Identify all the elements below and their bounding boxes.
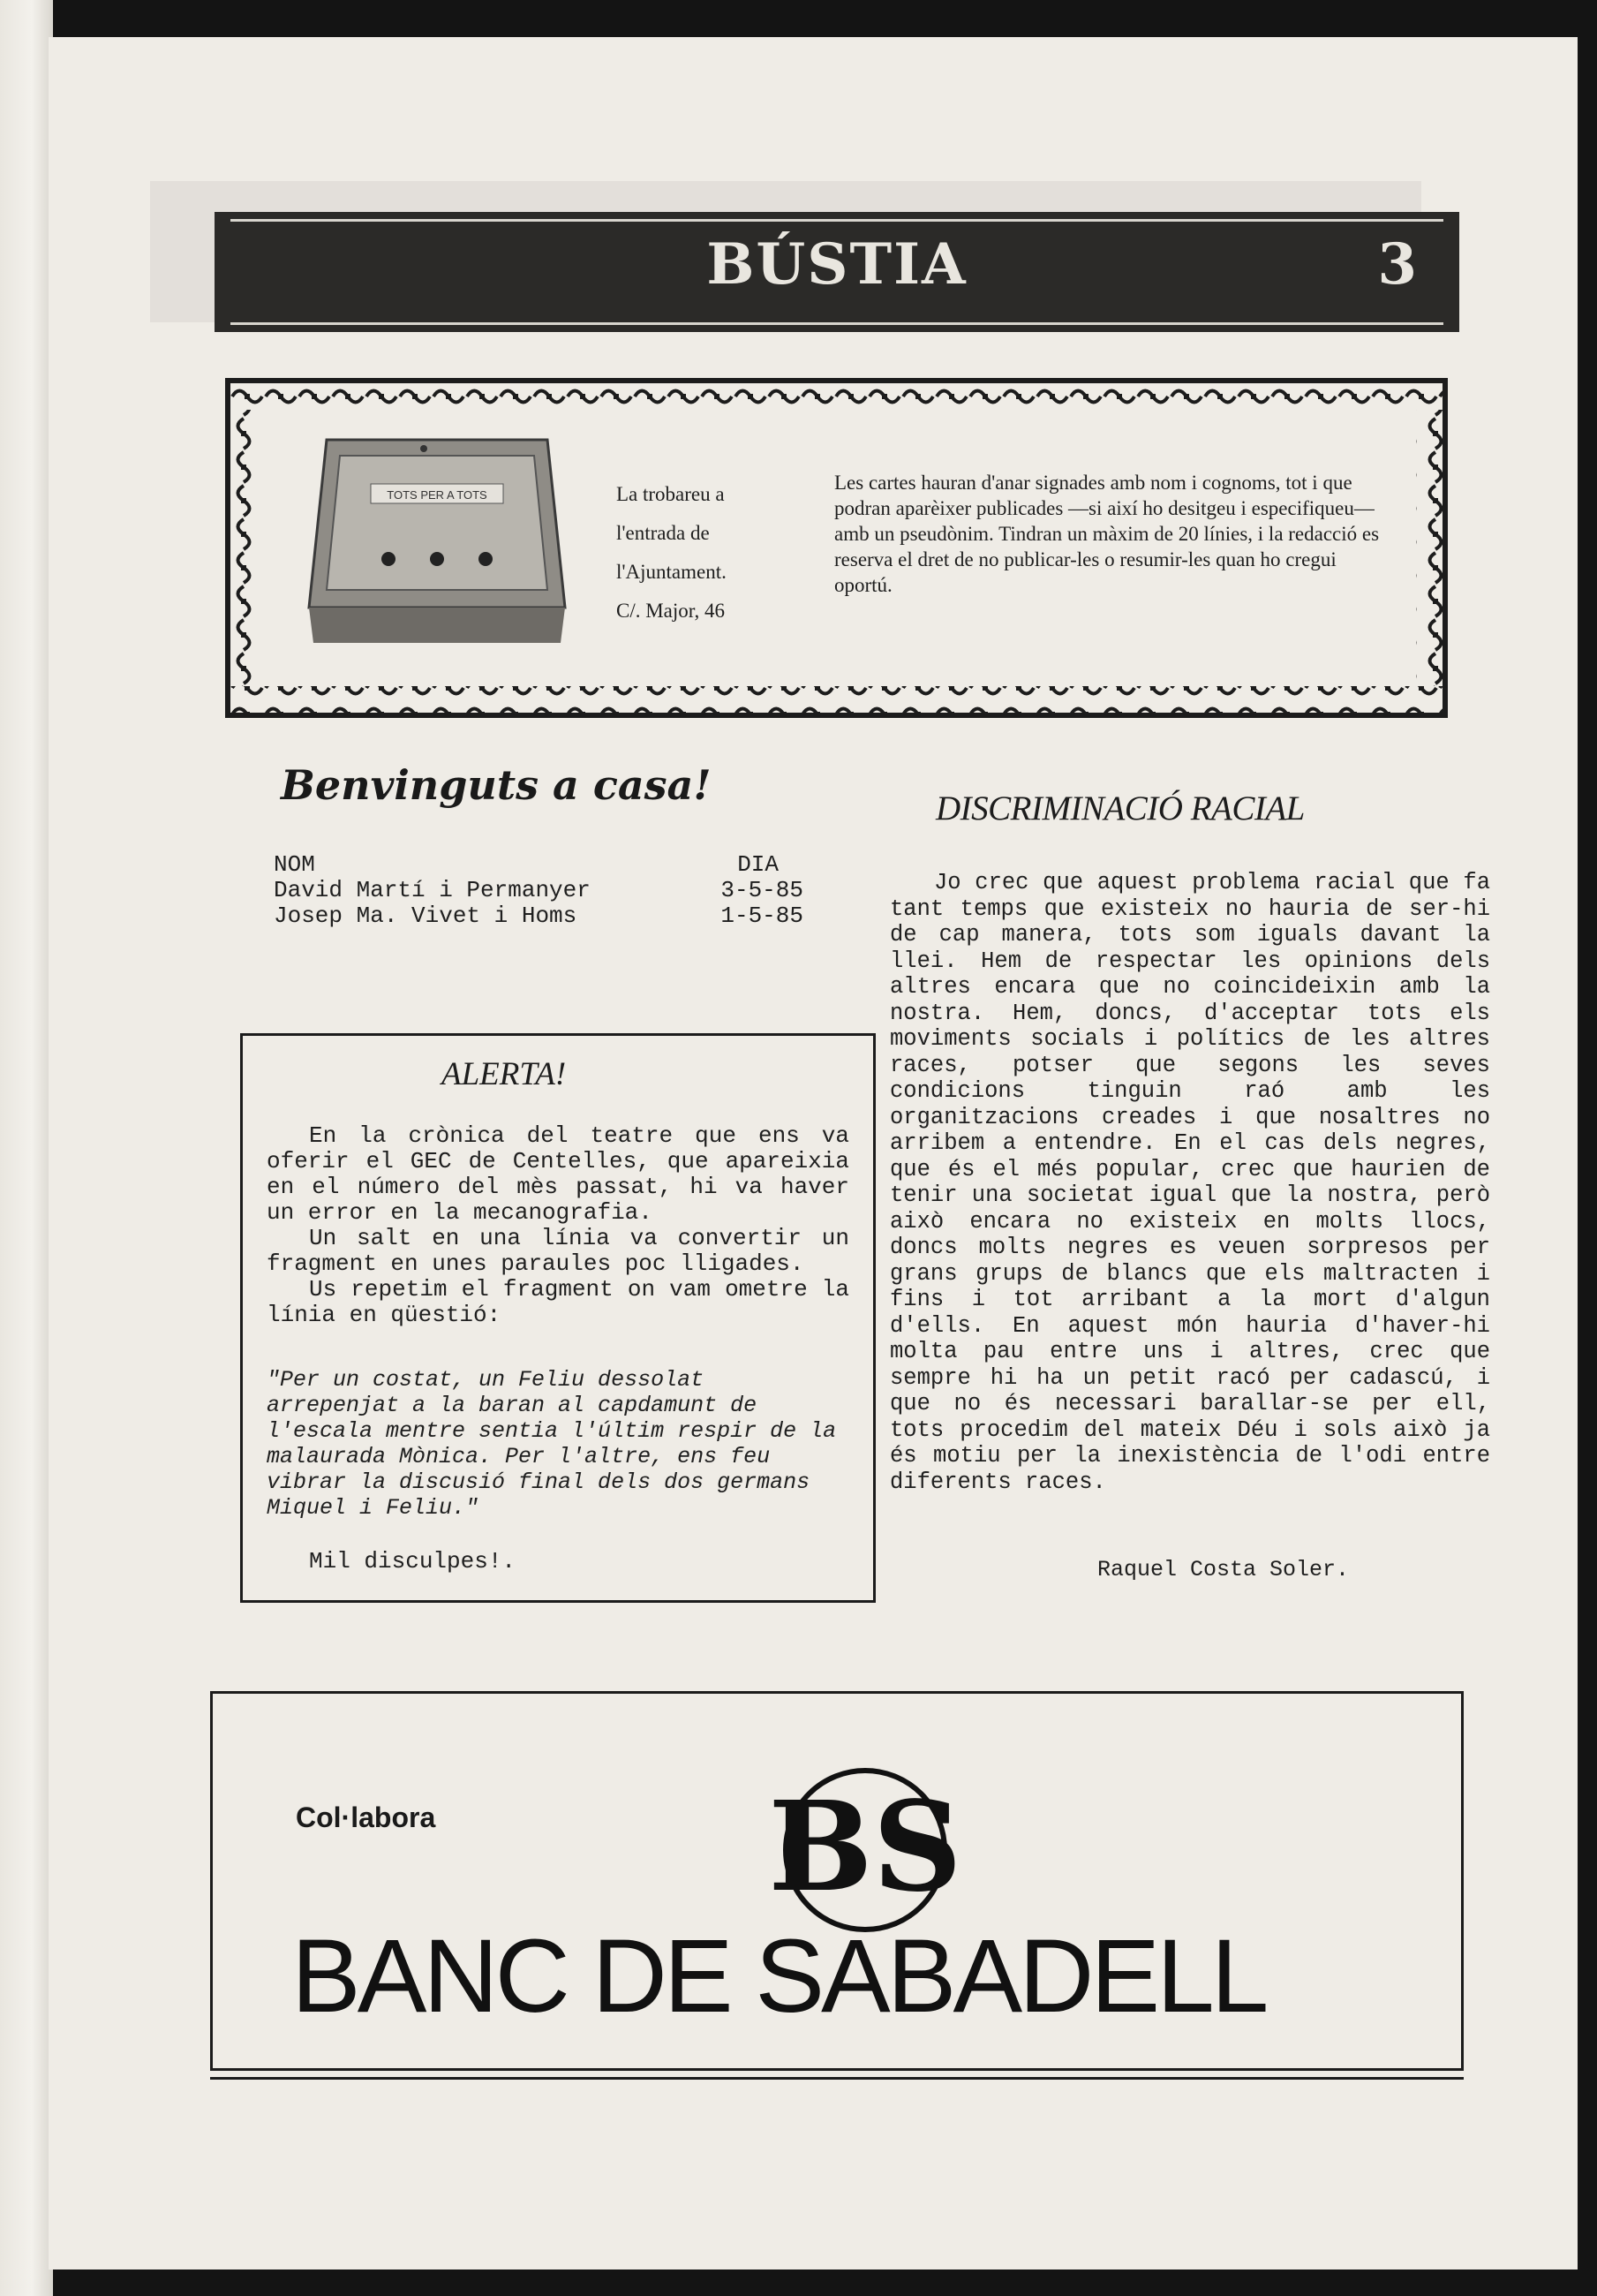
table-header-row bbox=[274, 852, 803, 878]
alert-closing: Mil disculpes!. bbox=[309, 1548, 516, 1575]
birth-date: 3-5-85 bbox=[720, 877, 803, 903]
alert-body bbox=[267, 1123, 849, 1328]
letter-paragraph: Jo crec que aquest problema racial que fa tant temps que existeix no hauria de ser-hi de cap manera, tots som iguals davant la llei. Hem de respectar les opinions dels altres encara que no coincideixin amb la nostra. Hem, doncs, d'acceptar tots els moviments socials i polítics de les altres races, potser que segons les seves condicions tinguin raó amb les organitzacions creades i que nosaltres no arribem a entendre. En el cas dels negres, que és el més popular, crec que haurien de tenir una societat igual que la nostra, però això encara no existeix en molts llocs, doncs molts negres es veuen sorpresos per grans grups de blancs que els maltracten i fins i tot arribant a la mort d'algun d'ells. En aquest món hauria d'haver-hi molta pau entre uns i altres, crec que sempre hi ha un petit racó per cadascú, i que no és necessari barallar-se per ell, tots procedim del mateix Déu i sols això ja és motiu per la inexistència de l'odi entre diferents races. bbox=[890, 870, 1490, 1495]
alert-heading: ALERTA! bbox=[441, 1056, 567, 1092]
alert-paragraph: Un salt en una línia va convertir un fragment en unes paraules poc lligades. bbox=[267, 1225, 849, 1277]
alert-paragraph: En la crònica del teatre que ens va oferir el GEC de Centelles, que apareixia en el número del mès passat, hi va haver un error en la mecanografia. bbox=[267, 1122, 849, 1226]
welcome-heading: Benvinguts a casa! bbox=[281, 761, 712, 809]
bank-logo-icon bbox=[759, 1766, 971, 1934]
letter-body bbox=[890, 870, 1490, 1495]
letter-rules-text: Les cartes hauran d'anar signades amb nom i cognoms, tot i que podran aparèixer publicades —si així ho desitgeu i especifiqueu— amb un pseudònim. Tindran un màxim de 20 línies, i la redacció es reserva el dret de no publicar-les o resumir-les quan ho cregui oportú. bbox=[834, 472, 1380, 596]
ad-collabora-label: Col·labora bbox=[296, 1801, 436, 1833]
ad-bottom-rule bbox=[210, 2077, 1464, 2080]
location-address: C/. Major, 46 bbox=[616, 600, 726, 622]
location-line: l'entrada de bbox=[616, 522, 710, 544]
location-line: La trobareu a bbox=[616, 483, 725, 505]
section-header bbox=[215, 212, 1459, 332]
section-title: BÚSTIA bbox=[706, 231, 968, 298]
alert-quote: "Per un costat, un Feliu dessolat arrepenjat a la baran al capdamunt de l'escala mentre sentia l'últim respir de la malaurada Mònica. Per l'altre, ens feu vibrar la discusió final dels dos germans Miquel i Feliu." bbox=[267, 1367, 837, 1521]
bank-name: BANC DE SABADELL bbox=[291, 1918, 1266, 2035]
mailbox-label: TOTS PER A TOTS bbox=[387, 488, 487, 502]
page-number: 3 bbox=[1377, 231, 1417, 298]
birth-name: David Martí i Permanyer bbox=[274, 877, 591, 903]
header-rule-bottom bbox=[230, 322, 1443, 325]
table-row bbox=[274, 903, 803, 929]
mailbox-photo bbox=[300, 431, 574, 652]
birth-date: 1-5-85 bbox=[720, 903, 803, 929]
letter-heading: DISCRIMINACIÓ RACIAL bbox=[936, 789, 1305, 827]
logo-letters: BS bbox=[768, 1775, 962, 1920]
location-line: l'Ajuntament. bbox=[616, 561, 727, 583]
book-spine bbox=[0, 0, 53, 2296]
births-table bbox=[274, 852, 803, 929]
column-header-name: NOM bbox=[274, 851, 315, 878]
birth-name: Josep Ma. Vivet i Homs bbox=[274, 903, 577, 929]
table-row bbox=[274, 878, 803, 903]
letter-signature: Raquel Costa Soler. bbox=[1097, 1557, 1350, 1582]
mailbox-location bbox=[616, 475, 793, 631]
alert-paragraph: Us repetim el fragment on vam ometre la línia en qüestió: bbox=[267, 1276, 849, 1328]
header-rule-top bbox=[230, 219, 1443, 222]
column-header-day: DIA bbox=[737, 851, 779, 878]
